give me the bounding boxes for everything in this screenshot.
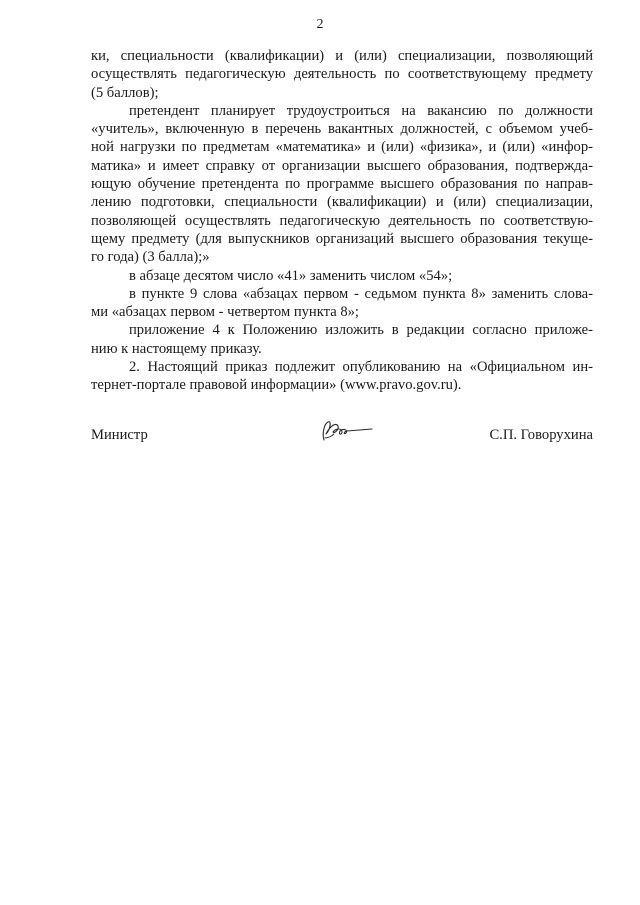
text-line: ки, специальности (квалификации) и (или) специализации, позволяющий: [91, 48, 593, 64]
text-line: в пункте 9 слова «абзацах первом - седьмом пункта 8» заменить слова-: [129, 285, 593, 302]
text-line: в абзаце десятом число «41» заменить числом «54»;: [129, 267, 453, 284]
text-line: позволяющей осуществлять педагогическую деятельность по соответствую-: [91, 212, 593, 229]
text-line: щему предмету (для выпускников организаций высшего образования текуще-: [91, 230, 593, 247]
text-line: ющую обучение претендента по программе высшего образования по направ-: [91, 176, 593, 193]
signatory-name: С.П. Говорухина: [489, 427, 593, 443]
text-line: 2. Настоящий приказ подлежит опубликованию на «Официальном ин-: [129, 359, 593, 376]
text-line: (5 баллов);: [91, 84, 159, 101]
text-line: приложение 4 к Положению изложить в редакции согласно приложе-: [129, 322, 593, 339]
text-line: го года) (3 балла);»: [91, 249, 210, 266]
handwritten-signature: [316, 416, 376, 446]
text-line: претендент планирует трудоустроиться на вакансию по должности: [129, 102, 593, 119]
text-line: осуществлять педагогическую деятельность по соответствующему предмету: [91, 66, 593, 83]
text-line: ной нагрузки по предметам «математика» и (или) «физика», и (или) «инфор-: [91, 139, 593, 156]
text-line: ми «абзацах первом - четвертом пункта 8»;: [91, 304, 359, 321]
text-line: «учитель», включенную в перечень вакантных должностей, с объемом учеб-: [91, 121, 593, 138]
signatory-title: Министр: [91, 427, 148, 443]
page-number: 2: [316, 17, 324, 32]
text-line: нию к настоящему приказу.: [91, 340, 262, 357]
text-line: матика» и имеет справку от организации высшего образования, подтвержда-: [91, 157, 593, 174]
document-body: [91, 47, 593, 395]
signature-block: [91, 424, 593, 448]
text-line: лению подготовки, специальности (квалификации) и (или) специализации,: [91, 194, 593, 211]
text-line: тернет-портале правовой информации» (www.pravo.gov.ru).: [91, 377, 462, 394]
